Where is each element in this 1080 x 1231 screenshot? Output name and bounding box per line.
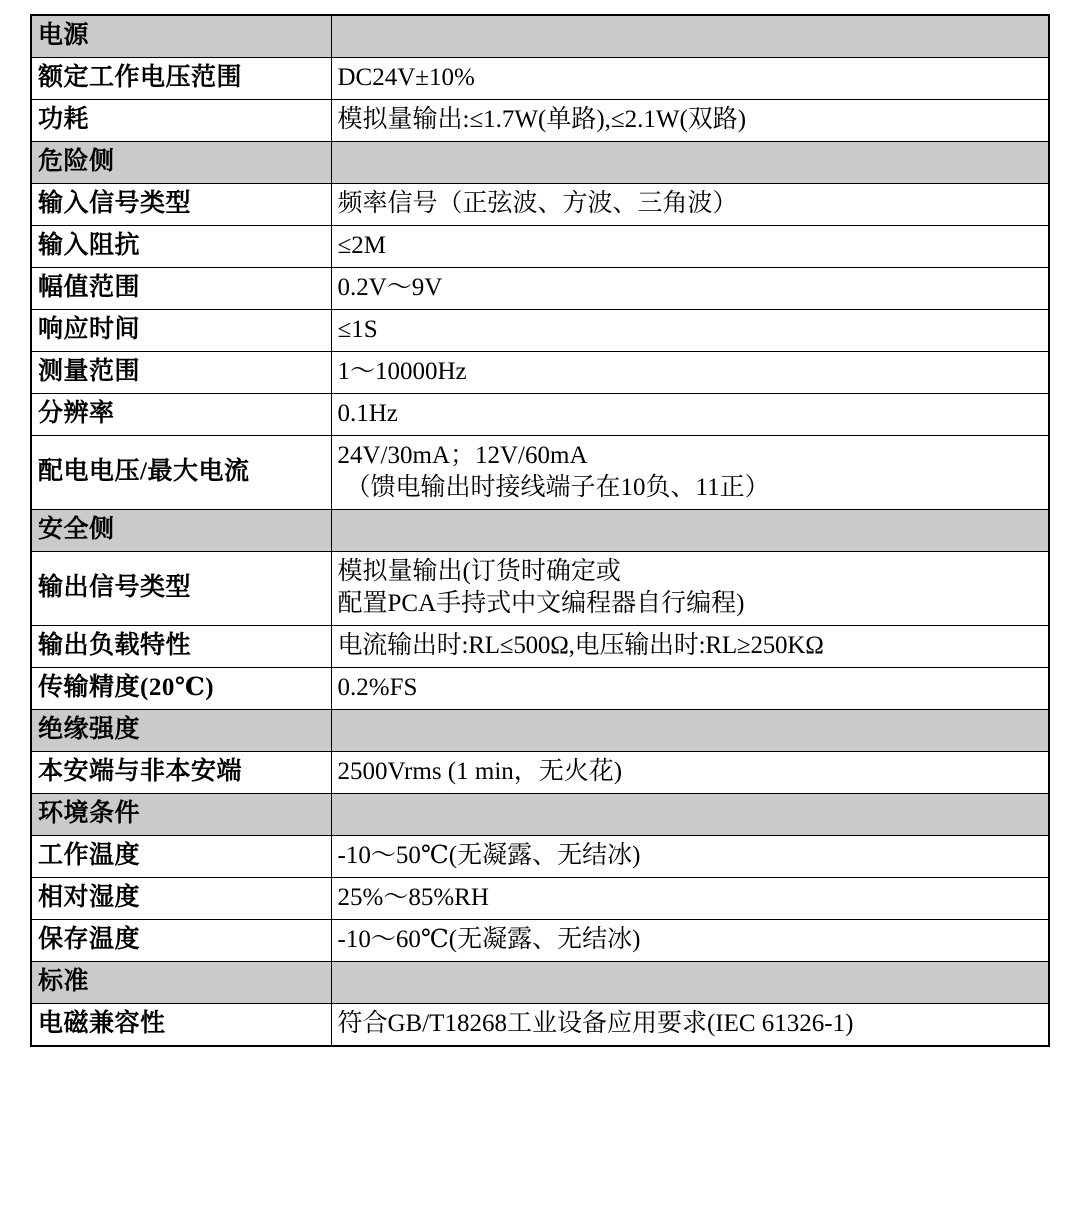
row-value: 模拟量输出:≤1.7W(单路),≤2.1W(双路) [331,100,1049,142]
row-label: 测量范围 [31,352,331,394]
table-row [31,436,1049,510]
row-label: 响应时间 [31,310,331,352]
table-row [31,352,1049,394]
row-value: 电流输出时:RL≤500Ω,电压输出时:RL≥250KΩ [331,626,1049,668]
row-label: 功耗 [31,100,331,142]
table-row [31,510,1049,552]
row-label: 输出信号类型 [31,552,331,626]
table-row [31,1004,1049,1047]
table-row [31,920,1049,962]
table-row [31,752,1049,794]
row-value: ≤2M [331,226,1049,268]
section-value [331,710,1049,752]
row-value-line-1: 模拟量输出(订货时确定或 [337,558,621,585]
section-value [331,962,1049,1004]
table-row [31,878,1049,920]
section-value [331,15,1049,58]
table-row [31,226,1049,268]
specification-table [30,14,1050,1047]
table-row [31,626,1049,668]
row-value-line-1: 24V/30mA；12V/60mA [337,442,588,469]
row-value [331,436,1049,510]
row-label: 额定工作电压范围 [31,58,331,100]
row-label: 配电电压/最大电流 [31,436,331,510]
row-value: 1～10000Hz [331,352,1049,394]
row-label: 工作温度 [31,836,331,878]
row-label: 传输精度(20℃) [31,668,331,710]
section-label: 绝缘强度 [31,710,331,752]
section-value [331,510,1049,552]
section-label: 环境条件 [31,794,331,836]
table-row [31,15,1049,58]
section-value [331,142,1049,184]
row-value: 频率信号（正弦波、方波、三角波） [331,184,1049,226]
section-label: 标准 [31,962,331,1004]
row-value: 25%～85%RH [331,878,1049,920]
section-label: 电源 [31,15,331,58]
table-row [31,668,1049,710]
table-row [31,794,1049,836]
row-value-line-2: 配置PCA手持式中文编程器自行编程) [337,590,745,617]
row-label: 本安端与非本安端 [31,752,331,794]
row-value: 符合GB/T18268工业设备应用要求(IEC 61326-1) [331,1004,1049,1047]
table-row [31,142,1049,184]
row-label: 相对湿度 [31,878,331,920]
table-row [31,710,1049,752]
row-value: -10～60℃(无凝露、无结冰) [331,920,1049,962]
row-value: ≤1S [331,310,1049,352]
table-row [31,100,1049,142]
table-body [31,15,1049,1046]
table-row [31,310,1049,352]
row-label: 幅值范围 [31,268,331,310]
section-label: 安全侧 [31,510,331,552]
table-row [31,836,1049,878]
row-value [331,552,1049,626]
row-label: 保存温度 [31,920,331,962]
row-value: DC24V±10% [331,58,1049,100]
row-label: 输入信号类型 [31,184,331,226]
table-row [31,962,1049,1004]
row-value: 2500Vrms (1 min，无火花) [331,752,1049,794]
table-row [31,552,1049,626]
row-value: -10～50℃(无凝露、无结冰) [331,836,1049,878]
row-value: 0.1Hz [331,394,1049,436]
row-label: 输入阻抗 [31,226,331,268]
section-value [331,794,1049,836]
table-row [31,58,1049,100]
table-row [31,394,1049,436]
table-row [31,184,1049,226]
row-label: 输出负载特性 [31,626,331,668]
row-label: 分辨率 [31,394,331,436]
row-value: 0.2V～9V [331,268,1049,310]
table-row [31,268,1049,310]
section-label: 危险侧 [31,142,331,184]
row-label: 电磁兼容性 [31,1004,331,1047]
row-value: 0.2%FS [331,668,1049,710]
row-value-line-2: （馈电输出时接线端子在10负、11正） [345,474,770,501]
